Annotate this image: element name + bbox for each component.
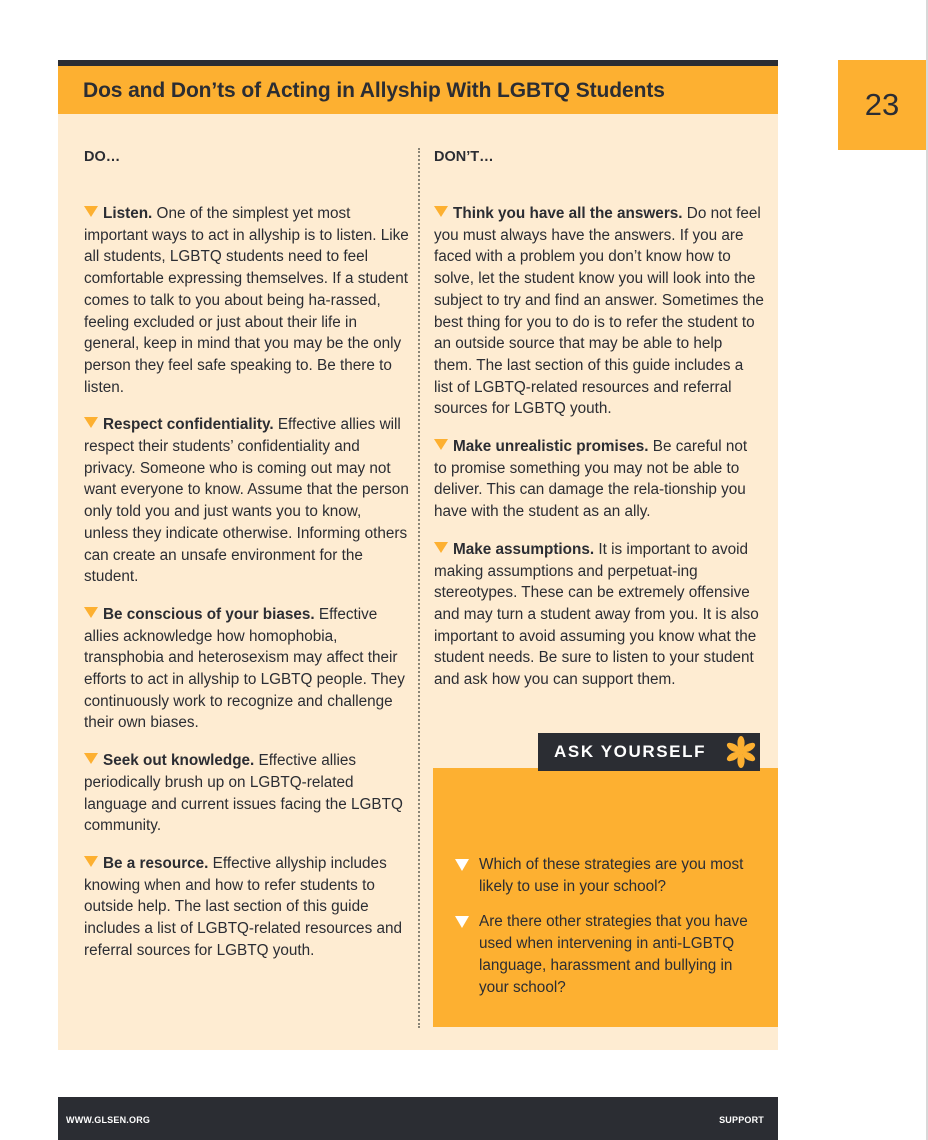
triangle-bullet-icon xyxy=(84,607,98,618)
do-list xyxy=(84,203,409,962)
list-item xyxy=(434,539,764,691)
footer-section: SUPPORT xyxy=(719,1115,764,1125)
list-item xyxy=(84,853,409,962)
item-lead: Think you have all the answers. xyxy=(453,205,683,222)
ask-question xyxy=(455,911,765,998)
page-number: 23 xyxy=(864,87,900,122)
list-item xyxy=(84,604,409,734)
item-text: Effective allies acknowledge how homophobia, transphobia and heterosexism may affect their efforts to act in allyship to LGBTQ people. They continuously work to recognize and challenge their own biases. xyxy=(84,605,405,732)
ask-question xyxy=(455,854,765,897)
title-bar xyxy=(58,66,778,114)
dont-column xyxy=(434,149,764,707)
triangle-bullet-icon xyxy=(455,916,469,928)
item-text: Effective allies will respect their students’ confidentiality and privacy. Someone who is coming out may not want everyone to know. Assume that the person only told you and just wants you to know, unless they indicate otherwise. Informing others can create an unsafe environment for the student. xyxy=(84,416,409,586)
item-text: One of the simplest yet most important ways to act in allyship is to listen. Like all students, LGBTQ students need to feel comfortable expressing themselves. If a student comes to talk to you about being ha-rassed, feeling excluded or just about their life in general, keep in mind that you may be the only person they feel safe speaking to. Be there to listen. xyxy=(84,205,409,396)
page-number-badge xyxy=(838,60,926,150)
dos-donts-panel xyxy=(58,60,778,1050)
footer-website: WWW.GLSEN.ORG xyxy=(66,1115,151,1125)
item-text: Be careful not to promise something you may not be able to deliver. This can damage the rela-tionship you have with the student as an ally. xyxy=(434,438,748,521)
column-divider xyxy=(418,148,420,1028)
do-column xyxy=(84,149,409,978)
ask-yourself-questions xyxy=(455,854,765,1012)
dont-heading: DON’T… xyxy=(434,149,494,165)
triangle-bullet-icon xyxy=(434,542,448,553)
triangle-bullet-icon xyxy=(455,859,469,871)
asterisk-icon xyxy=(724,735,758,769)
triangle-bullet-icon xyxy=(84,753,98,764)
question-text: Are there other strategies that you have used when intervening in anti-LGBTQ language, harassment and bullying in your school? xyxy=(479,913,748,996)
triangle-bullet-icon xyxy=(84,856,98,867)
page-footer xyxy=(58,1097,778,1140)
item-lead: Listen. xyxy=(103,205,153,222)
do-heading: DO… xyxy=(84,149,121,165)
list-item xyxy=(434,436,764,523)
ask-yourself-label: ASK YOURSELF xyxy=(554,742,707,761)
item-text: Do not feel you must always have the answers. If you are faced with a problem you don’t know how to solve, let the student know you will look into the subject to try and find an answer. Sometimes the best thing for you to do is to refer the student to an outside source that may be able to help them. The last section of this guide includes a list of LGBTQ-related resources and referral sources for LGBTQ youth. xyxy=(434,205,764,418)
item-lead: Respect confidentiality. xyxy=(103,416,274,434)
list-item xyxy=(84,414,409,588)
question-text: Which of these strategies are you most likely to use in your school? xyxy=(479,856,744,895)
item-lead: Be a resource. xyxy=(103,854,209,872)
item-lead: Be conscious of your biases. xyxy=(103,605,315,623)
item-text: It is important to avoid making assumptions and perpetuat-ing stereotypes. These can be extremely offensive and may turn a student away from you. It is also important to avoid assuming you know what the student needs. Be sure to listen to your student and ask how you can support them. xyxy=(434,540,759,689)
triangle-bullet-icon xyxy=(84,206,98,217)
item-lead: Make assumptions. xyxy=(453,540,595,558)
triangle-bullet-icon xyxy=(434,206,448,217)
ask-yourself-badge xyxy=(538,733,760,771)
triangle-bullet-icon xyxy=(84,417,98,428)
item-lead: Seek out knowledge. xyxy=(103,752,255,770)
item-text: Effective allies periodically brush up on LGBTQ-related language and current issues facing the LGBTQ community. xyxy=(84,752,403,835)
list-item xyxy=(434,203,764,420)
item-lead: Make unrealistic promises. xyxy=(453,438,649,456)
list-item xyxy=(84,203,409,398)
list-item xyxy=(84,750,409,837)
item-text: Effective allyship includes knowing when and how to refer students to outside help. The last section of this guide includes a list of LGBTQ-related resources and referral sources for LGBTQ youth. xyxy=(84,854,402,959)
panel-title: Dos and Don’ts of Acting in Allyship With LGBTQ Students xyxy=(83,79,665,102)
dont-list xyxy=(434,203,764,691)
triangle-bullet-icon xyxy=(434,439,448,450)
